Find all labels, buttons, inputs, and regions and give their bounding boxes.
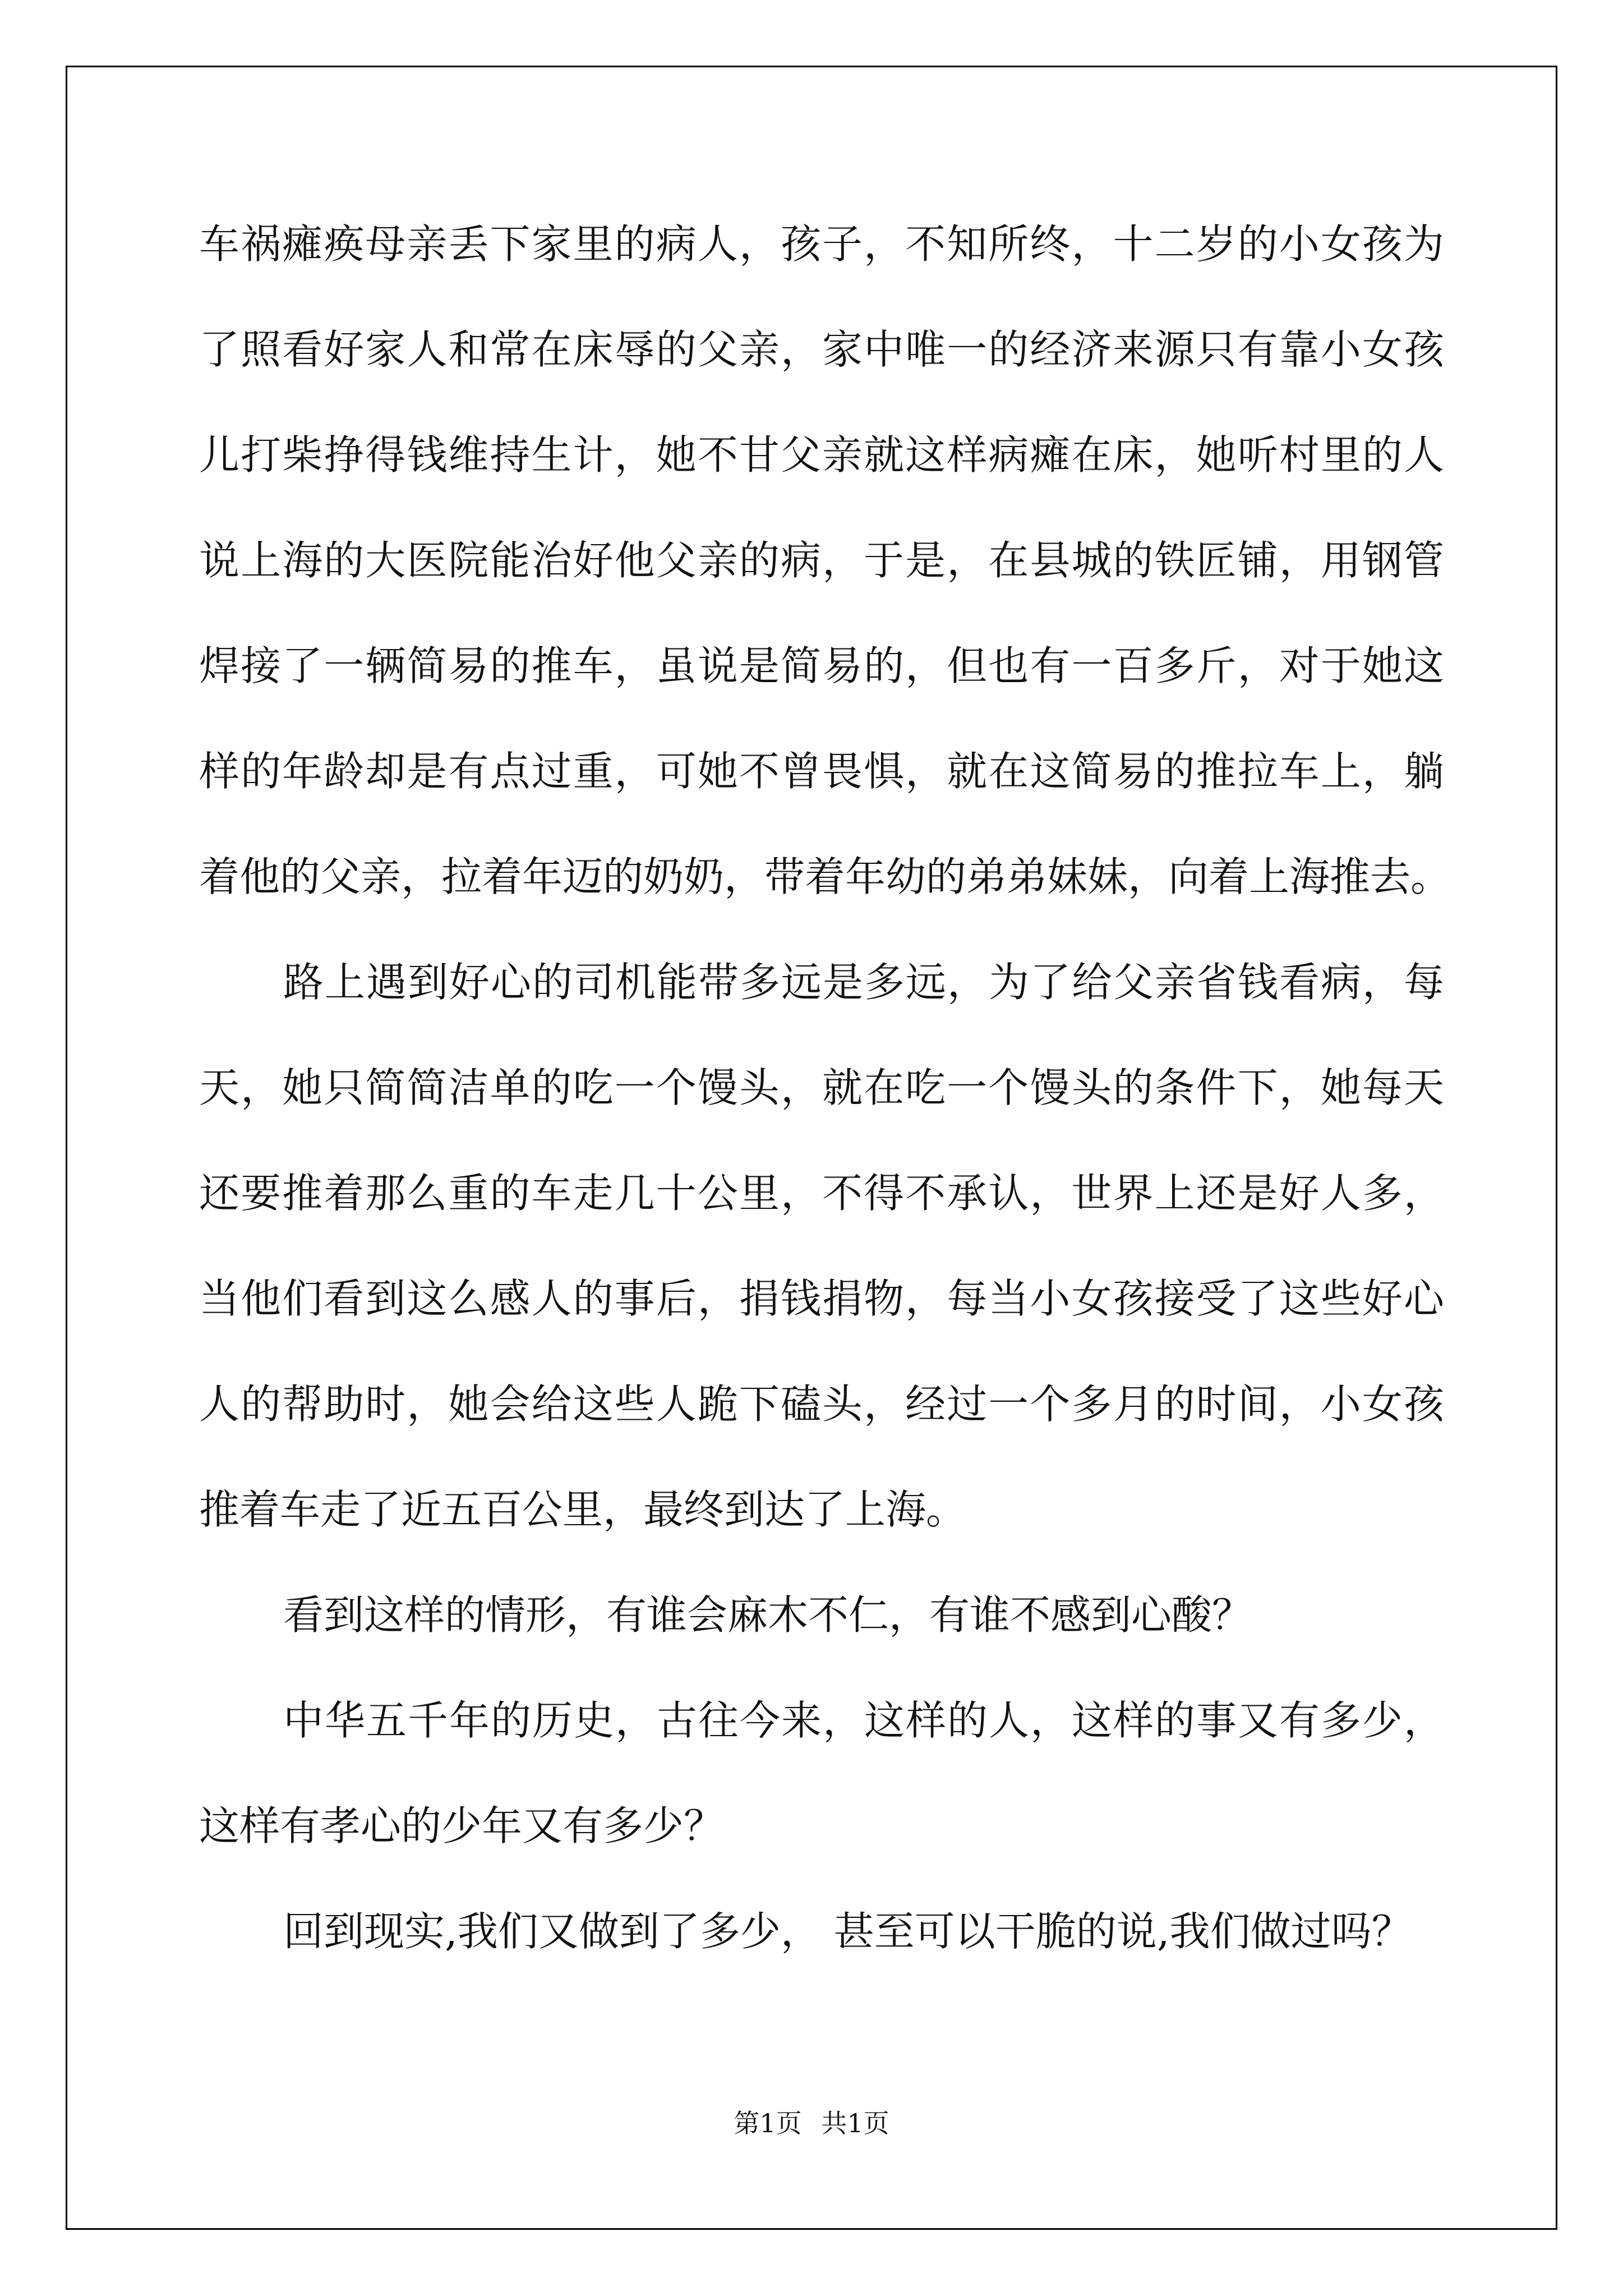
text-line: 人的帮助时，她会给这些人跪下磕头，经过一个多月的时间，小女孩	[199, 1381, 1444, 1428]
page-number: 第1页	[734, 2108, 802, 2138]
paragraph-first-line: 路上遇到好心的司机能带多远是多远，为了给父亲省钱看病，每	[283, 959, 1444, 1006]
text-line: 着他的父亲，拉着年迈的奶奶，带着年幼的弟弟妹妹，向着上海推去。	[199, 853, 1451, 900]
text-line: 天，她只简简洁单的吃一个馒头，就在吃一个馒头的条件下，她每天	[199, 1064, 1444, 1111]
page-footer	[0, 2106, 1623, 2140]
text-line: 推着车走了近五百公里，最终到达了上海。	[199, 1486, 967, 1533]
document-body	[199, 216, 1451, 2009]
paragraph-first-line: 看到这样的情形，有谁会麻木不仁，有谁不感到心酸？	[283, 1591, 1253, 1639]
text-line: 当他们看到这么感人的事后，捐钱捐物，每当小女孩接受了这些好心	[199, 1275, 1444, 1322]
text-line: 这样有孝心的少年又有多少？	[199, 1802, 725, 1849]
text-line: 车祸瘫痪母亲丢下家里的病人，孩子，不知所终，十二岁的小女孩为	[199, 220, 1444, 268]
text-line: 还要推着那么重的车走几十公里，不得不承认，世界上还是好人多，	[199, 1170, 1444, 1217]
paragraph-first-line: 中华五千年的历史，古往今来，这样的人，这样的事又有多少，	[283, 1697, 1444, 1744]
page-total: 共1页	[821, 2108, 889, 2138]
text-line: 儿打柴挣得钱维持生计，她不甘父亲就这样病瘫在床，她听村里的人	[199, 431, 1444, 478]
text-line: 说上海的大医院能治好他父亲的病，于是，在县城的铁匠铺，用钢管	[199, 537, 1444, 584]
text-line: 了照看好家人和常在床辱的父亲，家中唯一的经济来源只有靠小女孩	[199, 326, 1444, 373]
paragraph-first-line: 回到现实,我们又做到了多少， 甚至可以干脆的说,我们做过吗？	[283, 1908, 1412, 1955]
text-line: 样的年龄却是有点过重，可她不曾畏惧，就在这简易的推拉车上，躺	[199, 748, 1444, 795]
text-line: 焊接了一辆简易的推车，虽说是简易的，但也有一百多斤，对于她这	[199, 642, 1444, 689]
